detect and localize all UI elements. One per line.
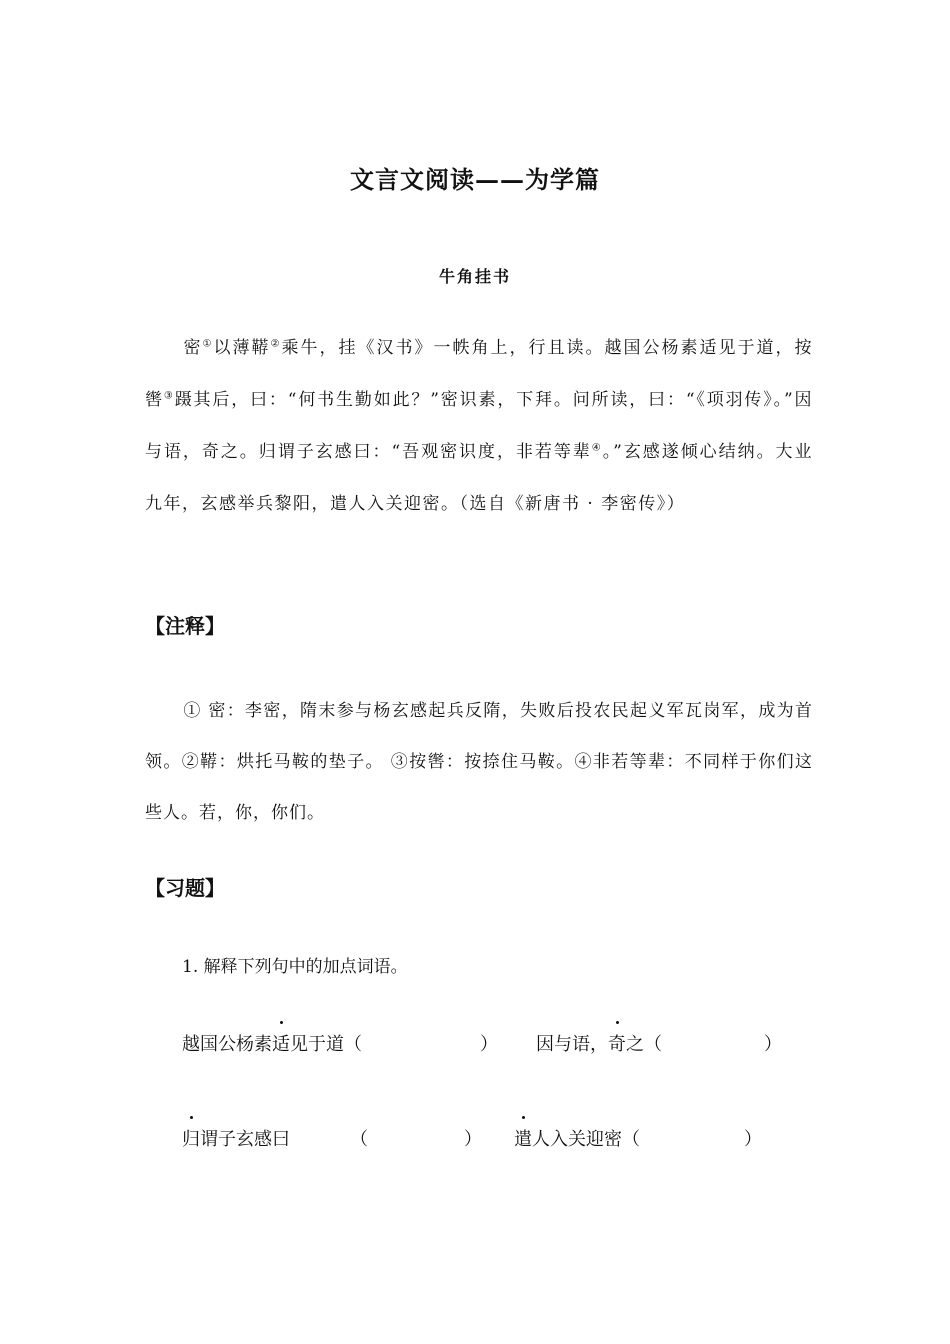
exercises-heading: 【习题】 (145, 876, 225, 900)
passage-text (145, 322, 813, 530)
passage-part: 乘牛，挂《汉书》一帙角上，行且读。越国公杨素适见于道，按辔 (145, 338, 814, 410)
exercise-item (182, 1125, 290, 1151)
answer-blank-close[interactable]: ） (764, 1034, 782, 1055)
footnote-marker: ③ (163, 390, 175, 402)
answer-blank-close[interactable]: ） (744, 1129, 762, 1150)
exercise-item (536, 1030, 662, 1056)
dotted-word: 适 (272, 1030, 290, 1056)
page-title: 文言文阅读——为学篇 (350, 165, 600, 194)
item-text: 越国公杨素 (182, 1034, 272, 1055)
notes-heading: 【注释】 (145, 614, 225, 638)
item-text: 之（ (626, 1034, 662, 1055)
answer-blank-close[interactable]: ） (464, 1129, 482, 1150)
passage-part: 蹑其后，曰：“何书生勤如此？”密识素，下拜。问所读，曰：“《项羽传》。”因与语，奇之。归谓子玄感曰：“吾观密识度，非若等辈 (145, 390, 814, 462)
exercise-item (514, 1125, 640, 1151)
passage-part: 密 (183, 338, 203, 358)
notes-text (145, 686, 813, 839)
passage-part: 。”玄感遂倾心结纳。大业九年，玄感举兵黎阳，遣人入关迎密。（选自《新唐书 · 李密传》） (145, 442, 813, 514)
footnote-marker: ① (202, 338, 214, 350)
item-text: 谓子玄感曰 (200, 1129, 290, 1150)
dotted-word: 奇 (608, 1030, 626, 1056)
footnote-marker: ④ (591, 442, 603, 454)
item-text: 因与语， (536, 1034, 608, 1055)
footnote-marker: ② (270, 338, 282, 350)
answer-blank-close[interactable]: ） (480, 1034, 498, 1055)
notes-content: ① 密：李密，隋末参与杨玄感起兵反隋，失败后投农民起义军瓦岗军，成为首领。②鞯：烘托马鞍的垫子。 ③按辔：按捺住马鞍。④非若等辈：不同样于你们这些人。若，你，你们。 (145, 701, 813, 823)
dotted-word: 归 (182, 1125, 200, 1151)
exercise-item (182, 1030, 362, 1056)
answer-blank-open[interactable]: （ (350, 1129, 368, 1150)
item-text: 人入关迎密（ (532, 1129, 640, 1150)
item-text: 见于道（ (290, 1034, 362, 1055)
dotted-word: 遣 (514, 1125, 532, 1151)
passage-part: 以薄鞯 (213, 338, 271, 358)
question-1: 1. 解释下列句中的加点词语。 (182, 957, 408, 977)
passage-title: 牛角挂书 (438, 267, 511, 286)
